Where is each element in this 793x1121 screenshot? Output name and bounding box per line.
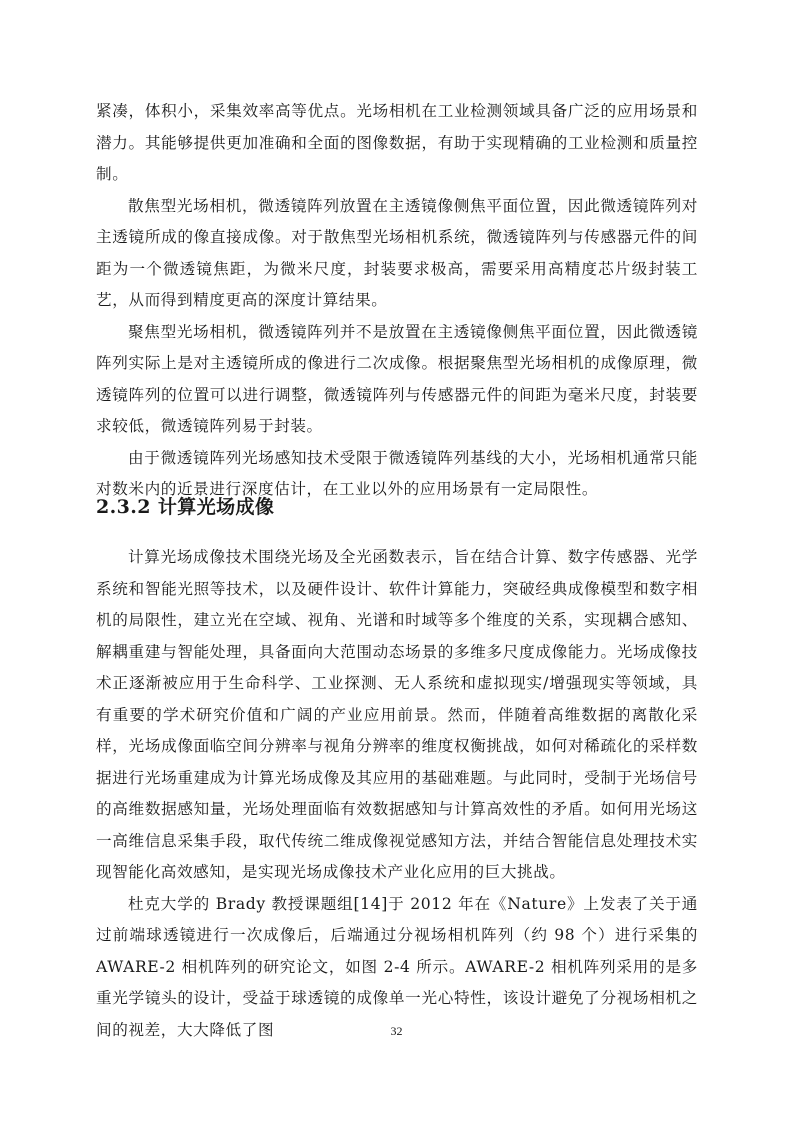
paragraph-defocused-camera: 散焦型光场相机，微透镜阵列放置在主透镜像侧焦平面位置，因此微透镜阵列对主透镜所成的像直接成像。对于散焦型光场相机系统，微透镜阵列与传感器元件的间距为一个微透镜焦距，为微米尺度，封装要求极高，需要采用高精度芯片级封装工艺，从而得到精度更高的深度计算结果。 [96, 196, 698, 309]
paragraph-computational-light-field: 计算光场成像技术围绕光场及全光函数表示，旨在结合计算、数字传感器、光学系统和智能光照等技术，以及硬件设计、软件计算能力，突破经典成像模型和数字相机的局限性，建立光在空域、视角、光谱和时域等多个维度的关系，实现耦合感知、解耦重建与智能处理，具备面向大范围动态场景的多维多尺度成像能力。光场成像技术正逐渐被应用于生命科学、工业探测、无人系统和虚拟现实/增强现实等领域，具有重要的学术研究价值和广阔的产业应用前景。然而，伴随着高维数据的离散化采样，光场成像面临空间分辨率与视角分辨率的维度权衡挑战，如何对稀疏化的采样数据进行光场重建成为计算光场成像及其应用的基础难题。与此同时，受制于光场信号的高维数据感知量，光场处理面临有效数据感知与计算高效性的矛盾。如何用光场这一高维信息采集手段，取代传统二维成像视觉感知方法，并结合智能信息处理技术实现智能化高效感知，是实现光场成像技术产业化应用的巨大挑战。 [96, 548, 698, 881]
paragraph-continued: 紧凑，体积小，采集效率高等优点。光场相机在工业检测领域具备广泛的应用场景和潜力。其能够提供更加准确和全面的图像数据，有助于实现精确的工业检测和质量控制。 [96, 102, 698, 183]
paragraph-focused-camera: 聚焦型光场相机，微透镜阵列并不是放置在主透镜像侧焦平面位置，因此微透镜阵列实际上是对主透镜所成的像进行二次成像。根据聚焦型光场相机的成像原理，微透镜阵列的位置可以进行调整，微透镜阵列与传感器元件的间距为毫米尺度，封装要求较低，微透镜阵列易于封装。 [96, 322, 698, 435]
body-text-before-heading [96, 96, 698, 506]
body-text-after-heading [96, 542, 698, 1046]
paragraph-limitation: 由于微透镜阵列光场感知技术受限于微透镜阵列基线的大小，光场相机通常只能对数米内的近景进行深度估计，在工业以外的应用场景有一定局限性。 [96, 448, 698, 498]
paragraph-aware2: 杜克大学的 Brady 教授课题组[14]于 2012 年在《Nature》上发表了关于通过前端球透镜进行一次成像后，后端通过分视场相机阵列（约 98 个）进行采集的 AWARE-2 相机阵列的研究论文，如图 2-4 所示。AWARE-2 相机阵列采用的是多重光学镜头的设计，受益于球透镜的成像单一光心特性，该设计避免了分视场相机之间的视差，大大降低了图 [96, 894, 698, 1039]
page-number: 32 [390, 1024, 403, 1038]
section-heading: 2.3.2 计算光场成像 [96, 496, 275, 518]
